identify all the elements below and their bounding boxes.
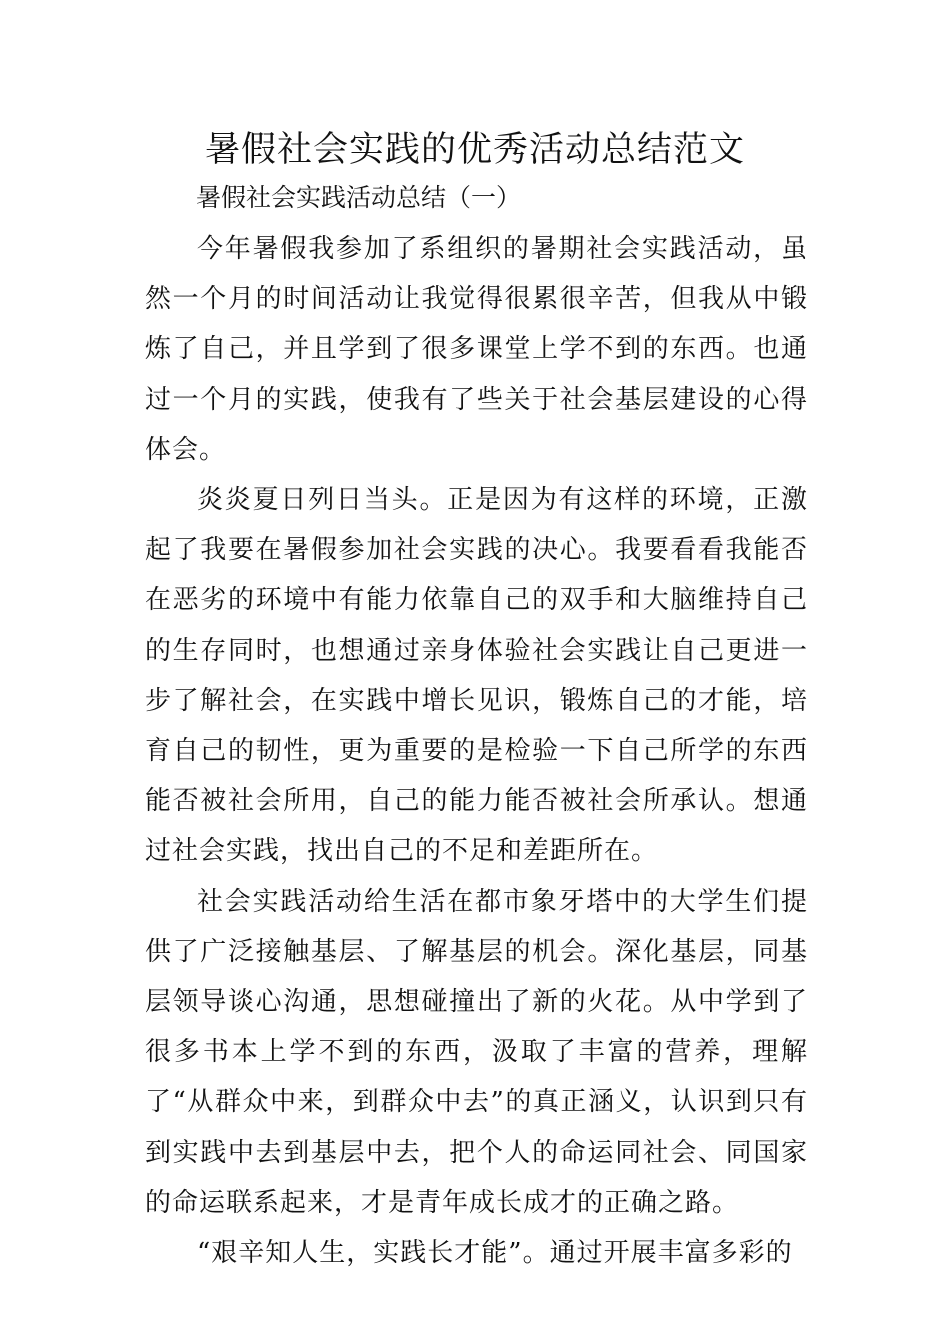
document-body	[145, 224, 808, 1278]
document-title: 暑假社会实践的优秀活动总结范文	[204, 130, 745, 170]
paragraph: 今年暑假我参加了系组织的暑期社会实践活动，虽然一个月的时间活动让我觉得很累很辛苦，但我从中锻炼了自己，并且学到了很多课堂上学不到的东西。也通过一个月的实践，使我有了些关于社会基层建设的心得体会。	[145, 234, 808, 465]
paragraph: 炎炎夏日列日当头。正是因为有这样的环境，正激起了我要在暑假参加社会实践的决心。我要看看我能否在恶劣的环境中有能力依靠自己的双手和大脑维持自己的生存同时，也想通过亲身体验社会实践让自己更进一步了解社会，在实践中增长见识，锻炼自己的才能，培育自己的韧性，更为重要的是检验一下自己所学的东西能否被社会所用，自己的能力能否被社会所承认。想通过社会实践，找出自己的不足和差距所在。	[145, 485, 808, 867]
paragraph: “艰辛知人生，实践长才能”。通过开展丰富多彩的	[197, 1238, 793, 1269]
document-subtitle: 暑假社会实践活动总结（一）	[196, 183, 522, 212]
paragraph: 社会实践活动给生活在都市象牙塔中的大学生们提供了广泛接触基层、了解基层的机会。深化基层，同基层领导谈心沟通，思想碰撞出了新的火花。从中学到了很多书本上学不到的东西，汲取了丰富的营养，理解了“从群众中来，到群众中去”的真正涵义，认识到只有到实践中去到基层中去，把个人的命运同社会、同国家的命运联系起来，才是青年成长成才的正确之路。	[145, 886, 808, 1218]
